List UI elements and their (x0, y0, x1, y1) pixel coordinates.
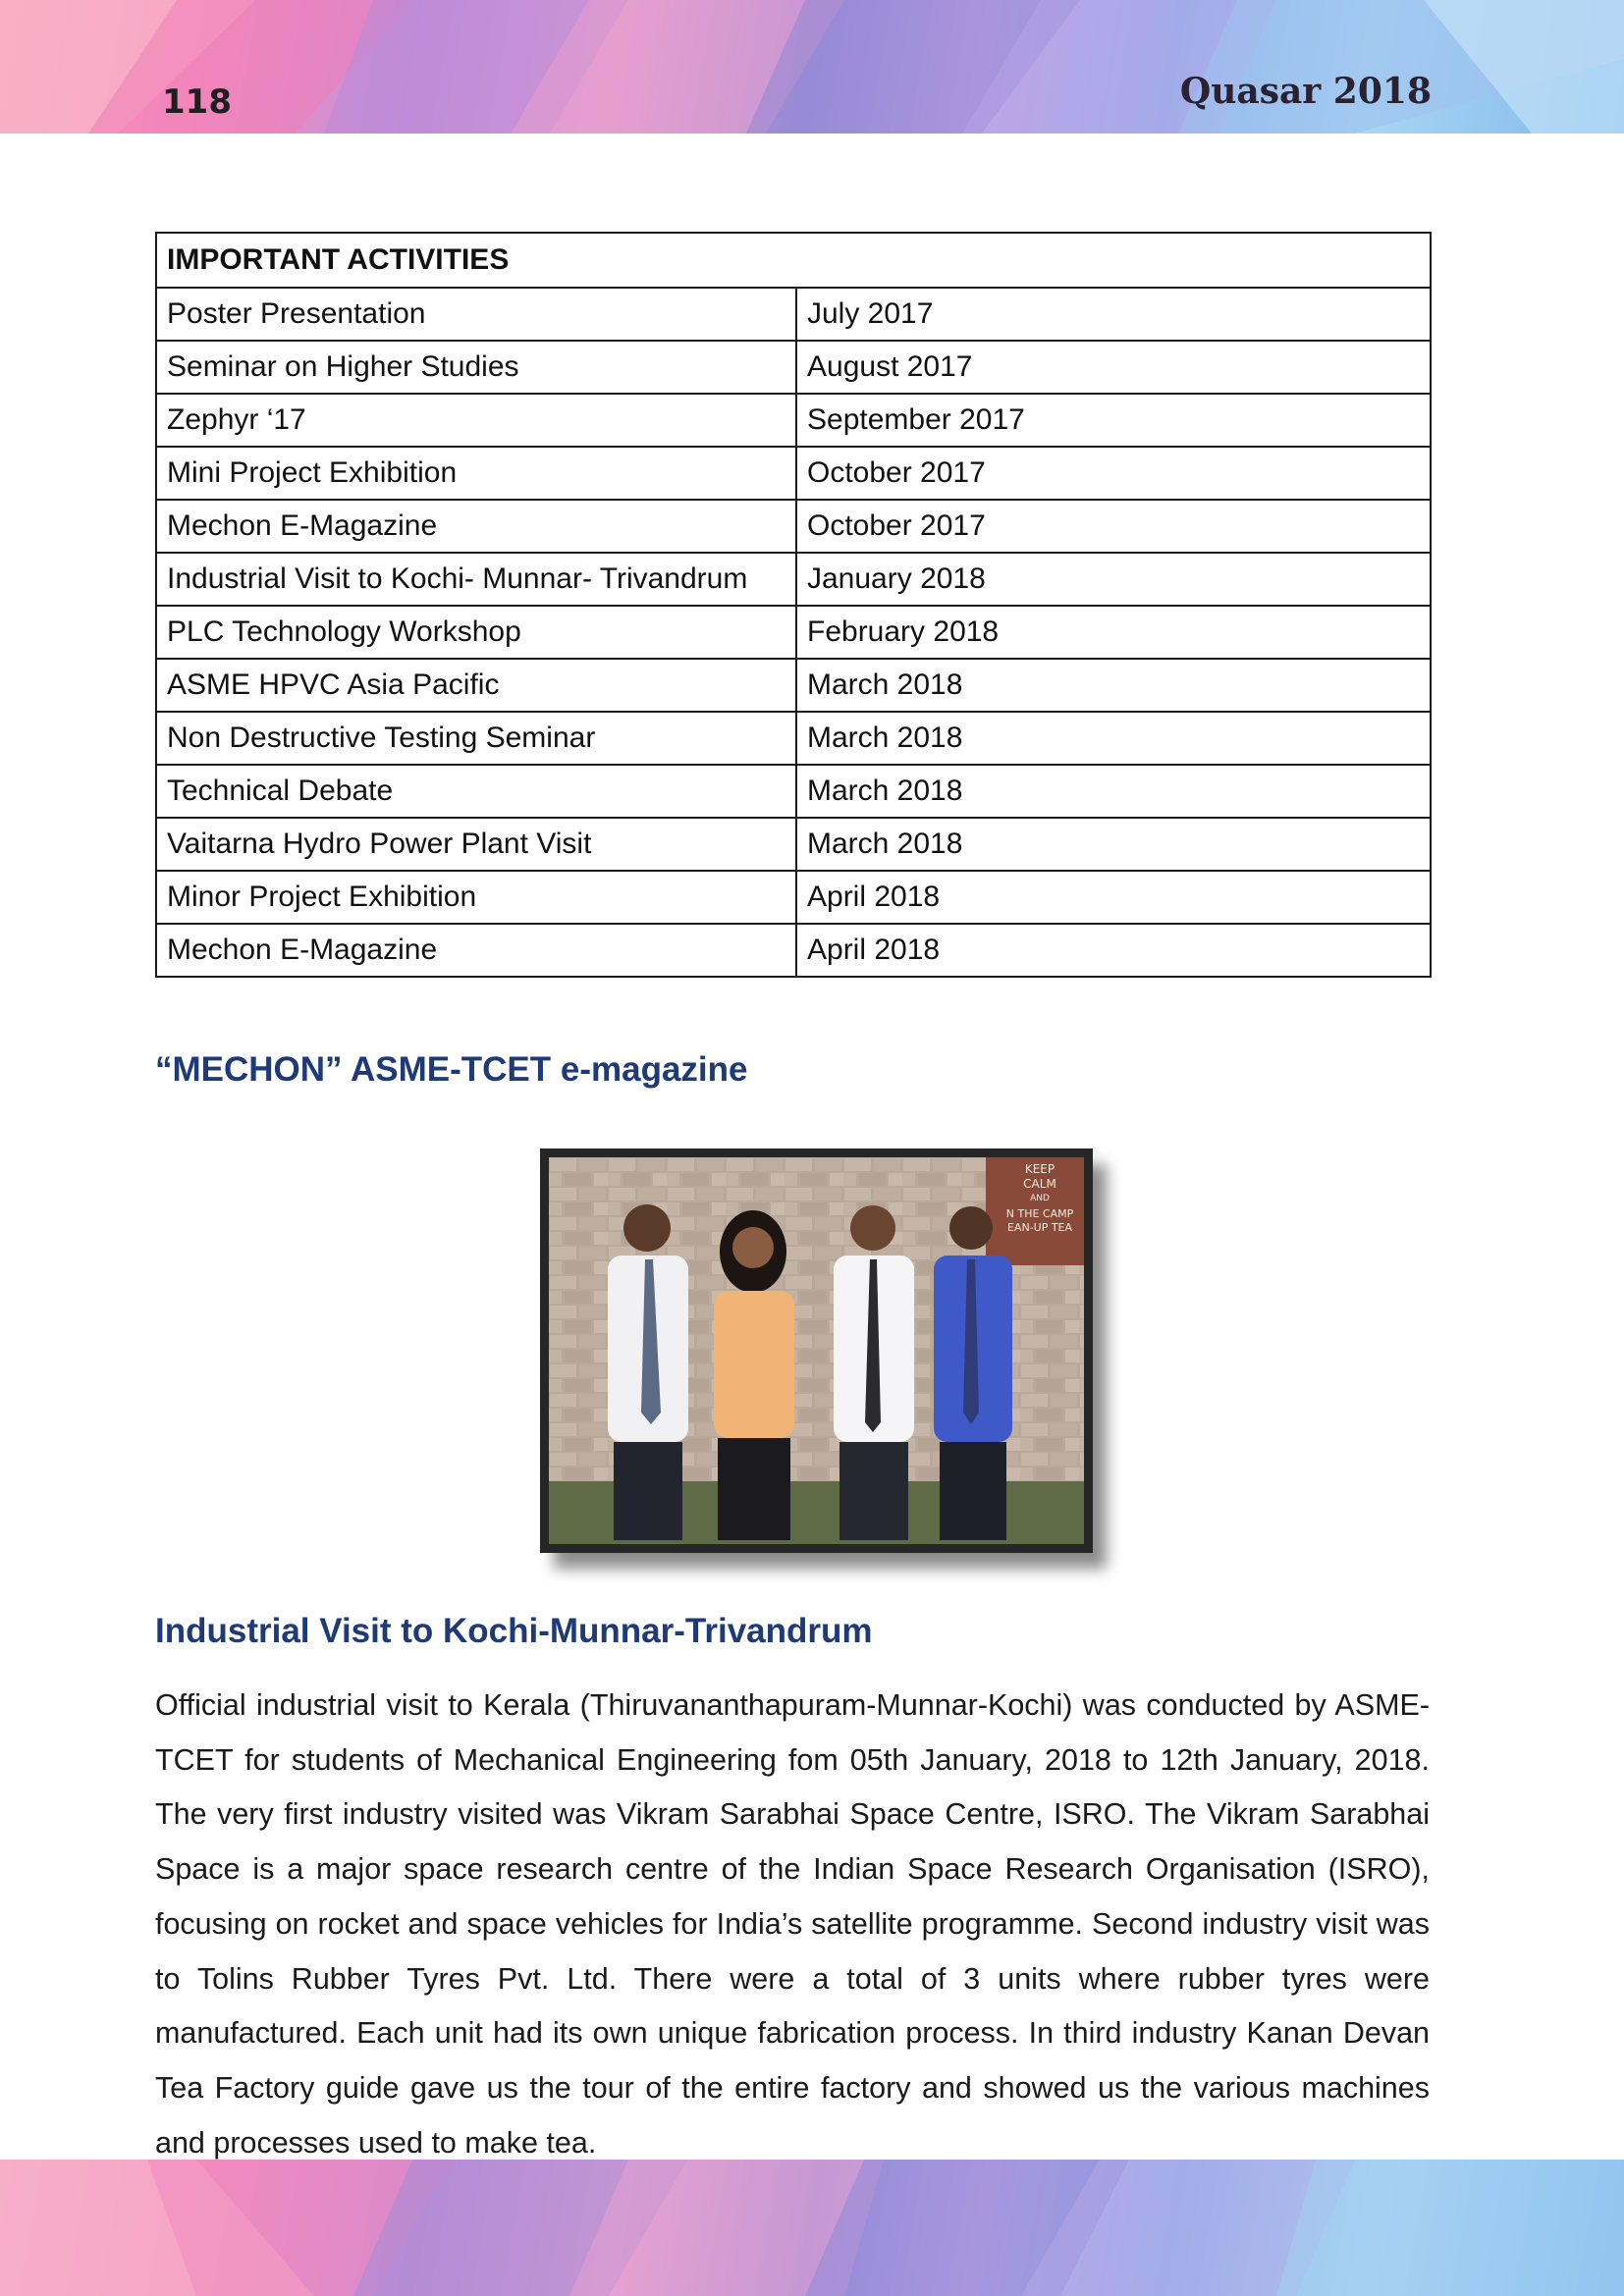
date-cell: January 2018 (796, 553, 1431, 606)
sign-text-2: CALM (1023, 1177, 1056, 1191)
date-cell: March 2018 (796, 659, 1431, 712)
sign-text-5: EAN-UP TEA (1006, 1221, 1073, 1234)
table-row (156, 818, 1431, 871)
activity-cell: Industrial Visit to Kochi- Munnar- Trivandrum (156, 553, 796, 606)
activity-cell: Mechon E-Magazine (156, 500, 796, 553)
visit-section-heading: Industrial Visit to Kochi-Munnar-Trivandrum (155, 1612, 873, 1650)
activity-cell: Non Destructive Testing Seminar (156, 712, 796, 765)
header-banner (0, 0, 1624, 133)
table-row (156, 606, 1431, 659)
activity-cell: Seminar on Higher Studies (156, 341, 796, 394)
table-row (156, 712, 1431, 765)
date-cell: October 2017 (796, 500, 1431, 553)
activity-cell: Minor Project Exhibition (156, 871, 796, 924)
page-number: 118 (162, 82, 232, 122)
activity-cell: PLC Technology Workshop (156, 606, 796, 659)
table-heading: IMPORTANT ACTIVITIES (156, 233, 1431, 288)
footer-banner (0, 2160, 1624, 2296)
activity-cell: ASME HPVC Asia Pacific (156, 659, 796, 712)
activity-cell: Mechon E-Magazine (156, 924, 796, 977)
date-cell: August 2017 (796, 341, 1431, 394)
footer-banner-graphic (0, 2160, 1624, 2296)
table-row (156, 924, 1431, 977)
person-4 (934, 1206, 1012, 1540)
sign-text-1: KEEP (1024, 1162, 1056, 1176)
activity-cell: Poster Presentation (156, 288, 796, 341)
sign-text-4: N THE CAMP (1005, 1207, 1074, 1220)
visit-body-text: Official industrial visit to Kerala (Thiruvananthapuram-Munnar-Kochi) was conducted by ASME-TCET for students of Mechanical Engineering fom 05th January, 2018 to 12th January, 2018. The very first industry visited was Vikram Sarabhai Space Centre, ISRO. The Vikram Sarabhai Space is a major space research centre of the Indian Space Research Organisation (ISRO), focusing on rocket and space vehicles for India’s satellite programme. Second industry visit was to Tolins Rubber Tyres Pvt. Ltd. There were a total of 3 units where rubber tyres were manufactured. Each unit had its own unique fabrication process. In third industry Kanan Devan Tea Factory guide gave us the tour of the entire factory and showed us the various machines and processes used to make tea. (155, 1688, 1430, 2160)
table-row (156, 871, 1431, 924)
date-cell: March 2018 (796, 712, 1431, 765)
table-row (156, 394, 1431, 447)
table-row (156, 765, 1431, 818)
book-title: Quasar 2018 (1179, 71, 1432, 112)
table-row (156, 553, 1431, 606)
date-cell: February 2018 (796, 606, 1431, 659)
activity-cell: Vaitarna Hydro Power Plant Visit (156, 818, 796, 871)
person-2 (714, 1210, 794, 1540)
table-row (156, 447, 1431, 500)
activity-cell: Technical Debate (156, 765, 796, 818)
date-cell: April 2018 (796, 924, 1431, 977)
table-row (156, 341, 1431, 394)
date-cell: March 2018 (796, 765, 1431, 818)
header-banner-graphic (0, 0, 1624, 133)
date-cell: September 2017 (796, 394, 1431, 447)
activity-cell: Mini Project Exhibition (156, 447, 796, 500)
date-cell: July 2017 (796, 288, 1431, 341)
activities-table (155, 232, 1432, 978)
table-row (156, 500, 1431, 553)
team-photo (549, 1157, 1084, 1544)
table-row (156, 659, 1431, 712)
sign-text-3: AND (1030, 1194, 1050, 1203)
mechon-section-heading: “MECHON” ASME-TCET e-magazine (155, 1050, 748, 1089)
date-cell: March 2018 (796, 818, 1431, 871)
person-3 (834, 1205, 914, 1540)
team-photo-frame (540, 1148, 1093, 1553)
date-cell: October 2017 (796, 447, 1431, 500)
date-cell: April 2018 (796, 871, 1431, 924)
table-header-row (156, 233, 1431, 288)
activity-cell: Zephyr ‘17 (156, 394, 796, 447)
table-row (156, 288, 1431, 341)
